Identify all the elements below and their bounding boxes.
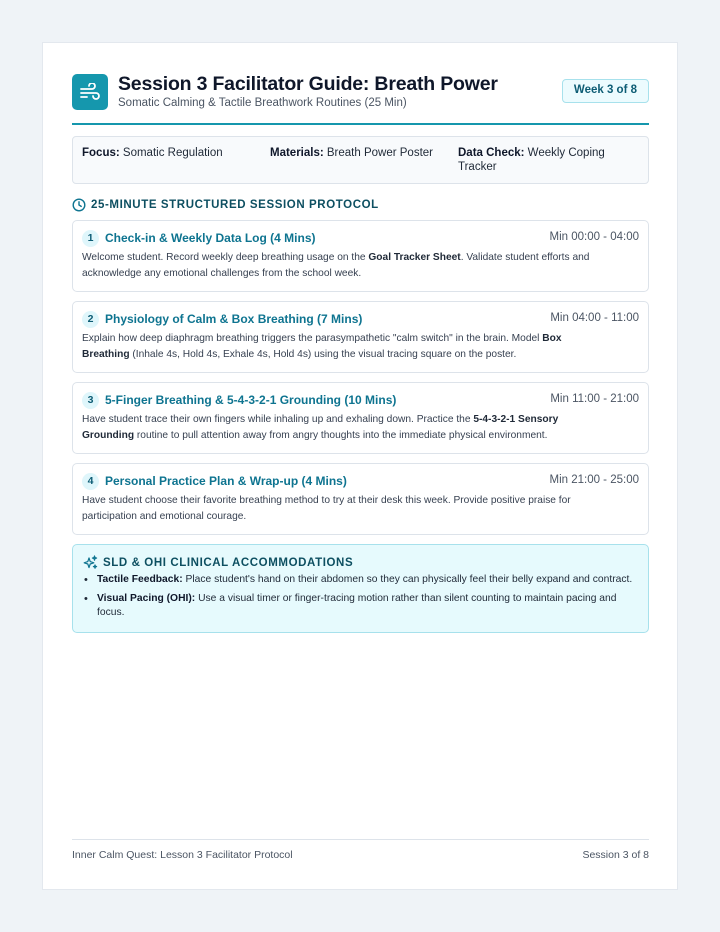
accommodation-label: Tactile Feedback:	[97, 574, 183, 585]
data-check-value: Weekly Coping Tracker	[458, 147, 605, 173]
page-title: Session 3 Facilitator Guide: Breath Power	[118, 73, 498, 95]
page-content	[72, 73, 649, 633]
step-desc-text: (Inhale 4s, Hold 4s, Exhale 4s, Hold 4s) using the visual tracing square on the poster.	[129, 349, 517, 360]
focus-value: Somatic Regulation	[122, 147, 223, 159]
step-desc-text: Have student trace their own fingers while inhaling up and exhaling down. Practice the	[82, 414, 474, 425]
clock-icon	[72, 198, 86, 212]
week-badge: Week 3 of 8	[562, 79, 649, 103]
protocol-heading-text: 25-MINUTE STRUCTURED SESSION PROTOCOL	[91, 199, 379, 211]
materials-value: Breath Power Poster	[326, 147, 433, 159]
header-divider	[72, 123, 649, 125]
step-description	[82, 412, 608, 444]
materials-info	[270, 146, 450, 160]
protocol-step	[72, 220, 649, 292]
wind-icon	[72, 74, 108, 110]
step-time: Min 00:00 - 04:00	[549, 231, 639, 243]
step-title: 5-Finger Breathing & 5-4-3-2-1 Grounding (10 Mins)	[105, 393, 397, 407]
step-time: Min 21:00 - 25:00	[549, 474, 639, 486]
sparkles-icon	[83, 555, 98, 570]
step-number: 3	[82, 392, 99, 409]
materials-label: Materials:	[270, 147, 324, 159]
focus-info	[82, 146, 262, 160]
step-number: 1	[82, 230, 99, 247]
accommodations-box	[72, 544, 649, 633]
accommodation-text: Place student's hand on their abdomen so they can physically feel their belly expand and contract.	[182, 574, 633, 585]
step-time: Min 04:00 - 11:00	[550, 312, 639, 324]
step-desc-emphasis: 5-4-3-2-1 Sensory Grounding	[82, 414, 559, 441]
step-title: Check-in & Weekly Data Log (4 Mins)	[105, 231, 316, 245]
step-desc-emphasis: Box Breathing	[82, 333, 562, 360]
accommodations-heading-text: SLD & OHI CLINICAL ACCOMMODATIONS	[103, 556, 354, 569]
accommodations-list	[83, 573, 640, 625]
step-number: 2	[82, 311, 99, 328]
step-description	[82, 331, 608, 363]
accommodations-heading	[83, 555, 353, 570]
protocol-step	[72, 301, 649, 373]
step-number: 4	[82, 473, 99, 490]
footer-left-text: Inner Calm Quest: Lesson 3 Facilitator Protocol	[72, 849, 293, 861]
protocol-steps	[72, 220, 649, 535]
step-desc-text: Welcome student. Record weekly deep breathing usage on the	[82, 252, 369, 263]
page-header	[72, 73, 649, 123]
accommodation-item	[83, 592, 640, 620]
step-desc-emphasis: Goal Tracker Sheet	[368, 252, 461, 263]
data-check-info	[458, 146, 618, 174]
accommodation-text: Use a visual timer or finger-tracing motion rather than silent counting to maintain pacing and focus.	[97, 593, 617, 618]
step-description	[82, 493, 608, 525]
step-time: Min 11:00 - 21:00	[550, 393, 639, 405]
step-desc-text: routine to pull attention away from angry thoughts into the immediate physical environment.	[134, 430, 548, 441]
step-description	[82, 250, 608, 282]
page-footer	[72, 839, 649, 861]
footer-page-indicator: Session 3 of 8	[582, 849, 649, 861]
page-subtitle: Somatic Calming & Tactile Breathwork Routines (25 Min)	[118, 97, 407, 109]
step-title: Physiology of Calm & Box Breathing (7 Mins)	[105, 312, 363, 326]
session-info-box	[72, 136, 649, 184]
protocol-step	[72, 463, 649, 535]
protocol-step	[72, 382, 649, 454]
accommodation-label: Visual Pacing (OHI):	[97, 593, 196, 604]
step-desc-text: Have student choose their favorite breathing method to try at their desk this week. Provide positive praise for participation and emotional courage.	[82, 495, 571, 522]
data-check-label: Data Check:	[458, 147, 525, 159]
step-desc-text: Explain how deep diaphragm breathing triggers the parasympathetic "calm switch" in the brain. Model	[82, 333, 543, 344]
step-title: Personal Practice Plan & Wrap-up (4 Mins)	[105, 474, 347, 488]
accommodation-item	[83, 573, 640, 587]
document-page	[42, 42, 678, 890]
focus-label: Focus:	[82, 147, 120, 159]
step-desc-text: . Validate student efforts and acknowledge any emotional challenges from the school week.	[82, 252, 590, 279]
protocol-heading	[72, 197, 649, 213]
